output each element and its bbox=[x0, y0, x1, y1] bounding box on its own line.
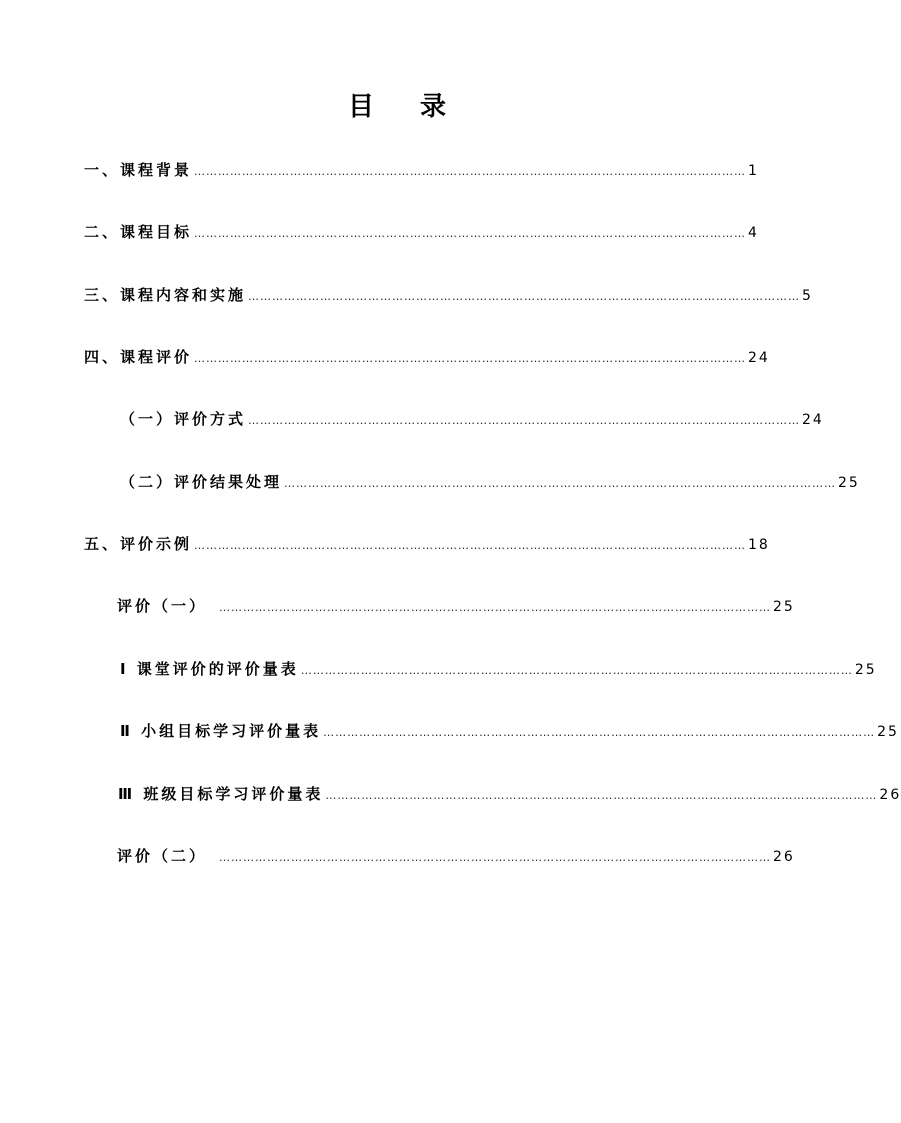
toc-entry-page: 26 bbox=[879, 787, 901, 803]
toc-entry-page: 5 bbox=[802, 288, 813, 304]
toc-entry-label: Ⅱ 小组目标学习评价量表 bbox=[120, 722, 322, 740]
toc-entry-3[interactable] bbox=[84, 284, 813, 308]
toc-entry-11[interactable] bbox=[118, 783, 901, 807]
toc-leader-dots: ………………………………………………………………………………………………………………………… bbox=[284, 477, 837, 490]
toc-leader-dots: ………………………………………………………………………………………………………………………… bbox=[194, 165, 747, 178]
toc-entry-label: 三、课程内容和实施 bbox=[84, 286, 247, 304]
toc-entry-12[interactable] bbox=[117, 845, 795, 869]
toc-entry-4[interactable] bbox=[84, 346, 770, 370]
toc-entry-9[interactable] bbox=[120, 658, 877, 682]
toc-entry-label: （二）评价结果处理 bbox=[120, 473, 283, 491]
toc-leader-dots: ………………………………………………………………………………………………………………………… bbox=[194, 227, 747, 240]
toc-entry-label: Ⅰ 课堂评价的评价量表 bbox=[120, 660, 299, 678]
toc-entry-page: 25 bbox=[854, 662, 877, 678]
toc-entry-page: 25 bbox=[838, 475, 860, 491]
toc-entry-page: 25 bbox=[877, 724, 899, 740]
toc-entry-page: 24 bbox=[802, 412, 824, 428]
toc-entry-10[interactable] bbox=[120, 720, 899, 744]
toc-entry-2[interactable] bbox=[84, 221, 759, 245]
toc-entry-1[interactable] bbox=[84, 159, 759, 183]
toc-leader-dots: ………………………………………………………………………………………………………………………… bbox=[194, 352, 747, 365]
toc-leader-dots: ………………………………………………………………………………………………………………………… bbox=[194, 539, 747, 552]
page-title bbox=[0, 86, 794, 123]
toc-entry-label: 二、课程目标 bbox=[84, 223, 193, 241]
toc-entry-page: 18 bbox=[748, 537, 770, 553]
toc-entry-page: 1 bbox=[748, 163, 759, 179]
toc-leader-dots: ………………………………………………………………………………………………………………………… bbox=[323, 726, 876, 739]
toc-entry-label: 四、课程评价 bbox=[84, 348, 193, 366]
toc-entry-6[interactable] bbox=[120, 471, 860, 495]
toc-entry-page: 26 bbox=[773, 849, 795, 865]
title-char-2: 录 bbox=[420, 92, 447, 122]
toc-entry-label: （一）评价方式 bbox=[120, 410, 247, 428]
toc-entry-label: 评价（一） bbox=[117, 597, 208, 615]
toc-entry-page: 25 bbox=[773, 599, 795, 615]
toc-entry-page: 24 bbox=[748, 350, 770, 366]
toc-entry-label: 五、评价示例 bbox=[84, 535, 193, 553]
toc-leader-dots: ………………………………………………………………………………………………………………………… bbox=[325, 789, 878, 802]
toc-entry-8[interactable] bbox=[117, 595, 795, 619]
toc-leader-dots: ………………………………………………………………………………………………………………………… bbox=[300, 664, 853, 677]
toc-leader-dots: ………………………………………………………………………………………………………………………… bbox=[219, 851, 772, 864]
toc-entry-5[interactable] bbox=[120, 408, 824, 432]
toc-entry-7[interactable] bbox=[84, 533, 770, 557]
toc-entry-label: Ⅲ 班级目标学习评价量表 bbox=[118, 785, 324, 803]
toc-entry-label: 一、课程背景 bbox=[84, 161, 193, 179]
toc-leader-dots: ………………………………………………………………………………………………………………………… bbox=[248, 290, 801, 303]
toc-leader-dots: ………………………………………………………………………………………………………………………… bbox=[219, 601, 772, 614]
toc-leader-dots: ………………………………………………………………………………………………………………………… bbox=[248, 414, 801, 427]
toc-entry-label: 评价（二） bbox=[117, 847, 208, 865]
title-char-1: 目 bbox=[347, 92, 374, 122]
toc-entry-page: 4 bbox=[748, 225, 759, 241]
